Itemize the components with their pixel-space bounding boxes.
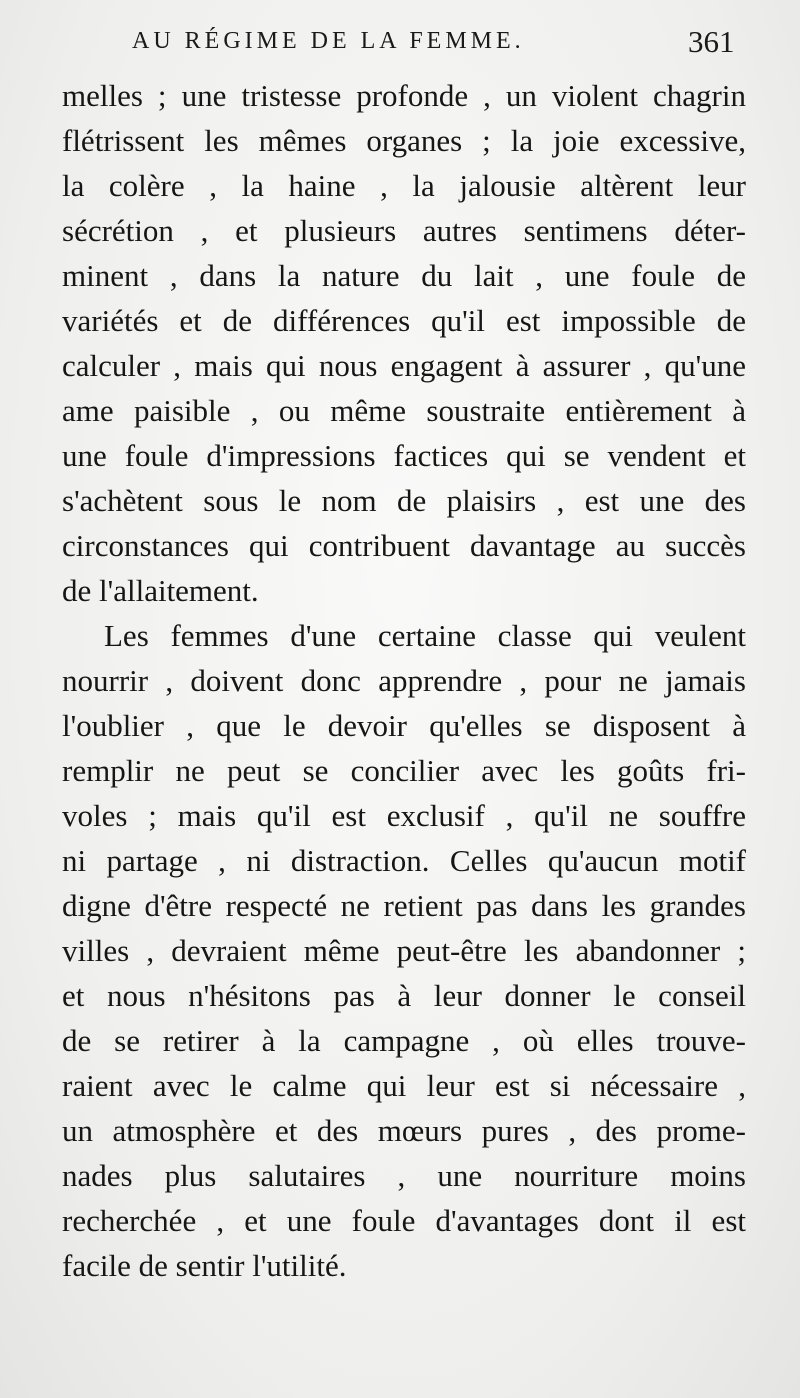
text-line: flétrissent les mêmes organes ; la joie excessive, bbox=[62, 123, 746, 158]
text-line: de l'allaitement. bbox=[62, 573, 259, 608]
text-line: ame paisible , ou même soustraite entièrement à bbox=[62, 393, 746, 428]
text-line: raient avec le calme qui leur est si nécessaire , bbox=[62, 1068, 746, 1103]
text-line: de se retirer à la campagne , où elles trouve- bbox=[62, 1023, 746, 1058]
text-line: nades plus salutaires , une nourriture moins bbox=[62, 1158, 746, 1193]
text-line: facile de sentir l'utilité. bbox=[62, 1248, 347, 1283]
text-line: circonstances qui contribuent davantage au succès bbox=[62, 528, 746, 563]
text-line: l'oublier , que le devoir qu'elles se disposent à bbox=[62, 708, 746, 743]
text-line: calculer , mais qui nous engagent à assurer , qu'une bbox=[62, 348, 746, 383]
text-line: une foule d'impressions factices qui se vendent et bbox=[62, 438, 746, 473]
page-number: 361 bbox=[688, 24, 735, 59]
text-line: voles ; mais qu'il est exclusif , qu'il ne souffre bbox=[62, 798, 746, 833]
text-line: digne d'être respecté ne retient pas dans les grandes bbox=[62, 888, 746, 923]
text-line: villes , devraient même peut-être les abandonner ; bbox=[62, 933, 746, 968]
text-line: recherchée , et une foule d'avantages dont il est bbox=[62, 1203, 746, 1238]
text-line: la colère , la haine , la jalousie altèrent leur bbox=[62, 168, 746, 203]
text-line: s'achètent sous le nom de plaisirs , est une des bbox=[62, 483, 746, 518]
running-title: AU RÉGIME DE LA FEMME. bbox=[132, 28, 525, 54]
text-line: remplir ne peut se concilier avec les goûts fri- bbox=[62, 753, 746, 788]
paragraph-first-line: Les femmes d'une certaine classe qui veulent bbox=[104, 618, 746, 653]
text-line: variétés et de différences qu'il est impossible de bbox=[62, 303, 746, 338]
text-line: ni partage , ni distraction. Celles qu'aucun motif bbox=[62, 843, 746, 878]
text-line: minent , dans la nature du lait , une foule de bbox=[62, 258, 746, 293]
text-line: nourrir , doivent donc apprendre , pour ne jamais bbox=[62, 663, 746, 698]
page-header bbox=[0, 24, 800, 62]
text-line: melles ; une tristesse profonde , un violent chagrin bbox=[62, 78, 746, 113]
text-line: et nous n'hésitons pas à leur donner le conseil bbox=[62, 978, 746, 1013]
text-line: un atmosphère et des mœurs pures , des prome- bbox=[62, 1113, 746, 1148]
text-line: sécrétion , et plusieurs autres sentimens déter- bbox=[62, 213, 746, 248]
